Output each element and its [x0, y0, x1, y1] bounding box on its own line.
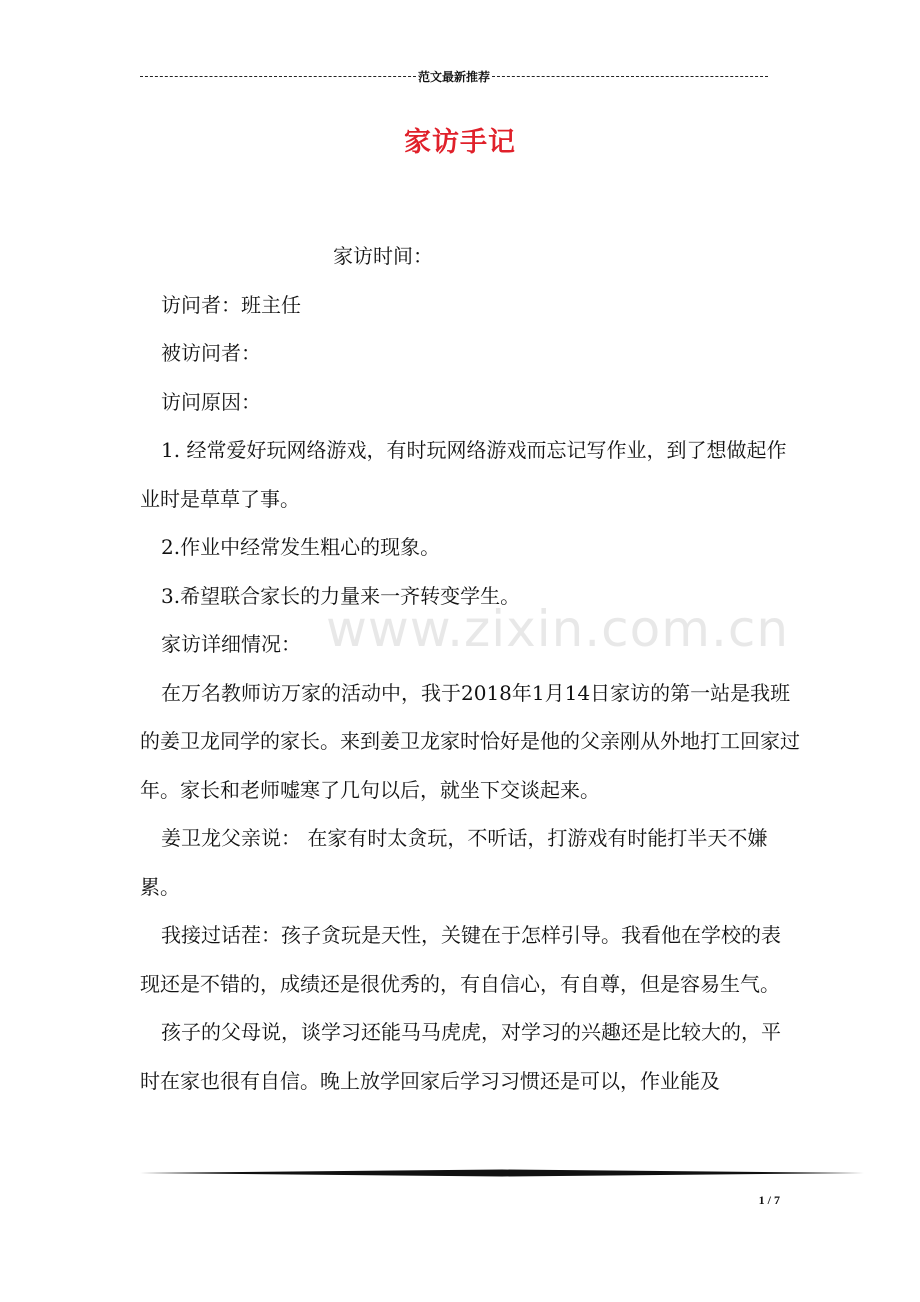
paragraph-details-1: 在万名教师访万家的活动中，我于2018年1月14日家访的第一站是我班的姜卫龙同学的家长。来到姜卫龙家时恰好是他的父亲刚从外地打工回家过年。家长和老师嘘寒了几句以后，就坐下交谈起来。: [140, 680, 800, 802]
watermark: www.zixin.com.cn: [326, 600, 790, 658]
header-dash-left: [140, 76, 416, 77]
header-rule: [140, 66, 768, 86]
paragraph-reason-3: 3.希望联合家长的力量来一齐转变学生。: [161, 583, 521, 608]
header-dash-right: [492, 76, 768, 77]
paragraph-reason-heading: 访问原因：: [161, 389, 261, 414]
header-label: 范文最新推荐: [418, 69, 491, 84]
footer-rule: [140, 1168, 864, 1178]
document-title: 家访手记: [404, 127, 516, 158]
paragraph-visit-time: 家访时间：: [333, 244, 433, 268]
page-number: 1 / 7: [758, 1193, 780, 1207]
paragraph-details-heading: 家访详细情况：: [161, 632, 301, 656]
paragraph-details-3: 我接过话茬：孩子贪玩是天性，关键在于怎样引导。我看他在学校的表现还是不错的，成绩还是很优秀的，有自信心，有自尊，但是容易生气。: [140, 923, 781, 996]
paragraph-reason-2: 2.作业中经常发生粗心的现象。: [161, 535, 441, 559]
paragraph-details-2: 姜卫龙父亲说： 在家有时太贪玩，不听话，打游戏有时能打半天不嫌累。: [140, 826, 768, 899]
paragraph-details-4: 孩子的父母说，谈学习还能马马虎虎，对学习的兴趣还是比较大的，平时在家也很有自信。晚上放学回家后学习习惯还是可以，作业能及: [140, 1020, 781, 1093]
paragraph-visitor: 访问者：班主任: [161, 292, 301, 317]
paragraph-reason-1: 1. 经常爱好玩网络游戏，有时玩网络游戏而忘记写作业，到了想做起作业时是草草了事。: [140, 438, 787, 511]
document-body: [140, 232, 800, 1105]
paragraph-visitee: 被访问者：: [161, 341, 261, 365]
